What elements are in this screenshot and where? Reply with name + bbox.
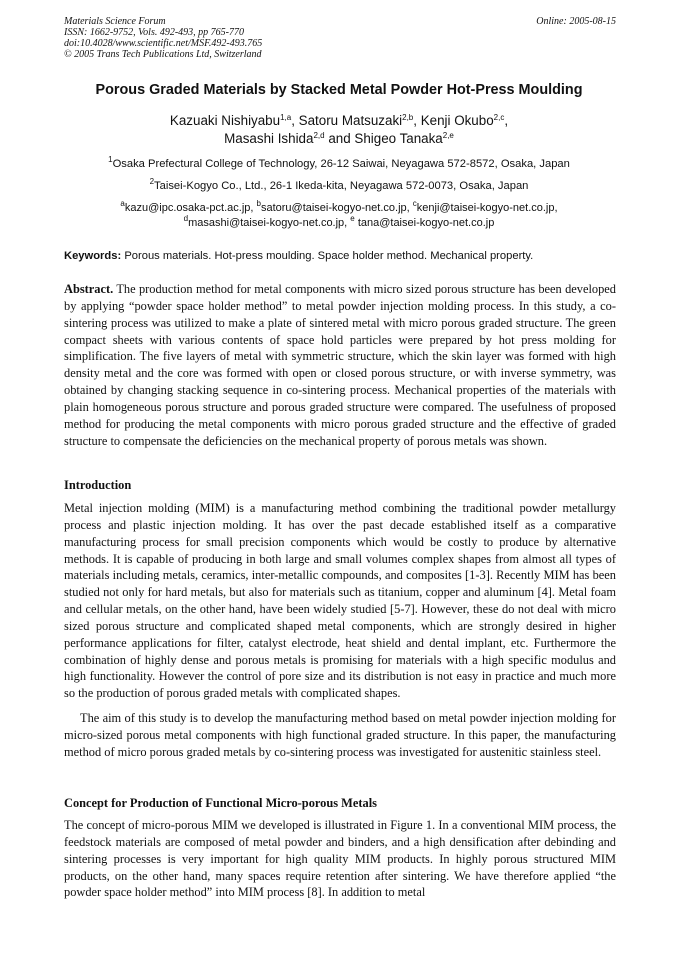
keywords-text: Porous materials. Hot-press moulding. Space holder method. Mechanical property.	[124, 250, 534, 262]
email-link[interactable]: kazu@ipc.osaka-pct.ac.jp,	[124, 202, 254, 214]
affiliation-text: Taisei-Kogyo Co., Ltd., 26-1 Ikeda-kita, Neyagawa 572-0073, Osaka, Japan	[154, 180, 529, 192]
affiliation-text: Osaka Prefectural College of Technology, 26-12 Saiwai, Neyagawa 572-8572, Osaka, Japan	[112, 158, 570, 170]
email-mark: c	[412, 199, 417, 208]
issn: ISSN: 1662-9752, Vols. 492-493, pp 765-770	[64, 27, 244, 38]
email-list	[40, 201, 638, 230]
email-mark: a	[120, 199, 125, 208]
email-link[interactable]: kenji@taisei-kogyo-net.co.jp,	[416, 202, 558, 214]
copyright: © 2005 Trans Tech Publications Ltd, Switzerland	[64, 49, 262, 60]
abstract-text: The production method for metal components with micro sized porous structure has been developed by applying “powder space holder method” to metal powder injection molding process. In this study, a co-sintering process was utilized to make a plate of sintered metal with micro porous graded structure. The green compact sheets with various contents of space hold particles were prepared by hot press molding for simplification. The five layers of metal with symmetric structure, which the skin layer was formed with high density metal and the core was formed with open or closed porous structure, or with inverse symmetry, was obtained by changing stacking sequence in co-sintering process. Mechanical properties of the materials with plain homogeneous porous structure and porous graded structure were compared. The usefulness of proposed method for producing the metal components with micro porous graded structure and the effective of graded structure to compensate the deficiencies on the mechanical property of porous metals was shown.	[64, 282, 616, 448]
introduction-paragraph-1: Metal injection molding (MIM) is a manufacturing method combining the traditional powder metallurgy process and plastic injection molding. It has over the past decade established itself as a comparative manufacturing process for small precision components which would be costly to produce by alternative methods. It is capable of producing in both large and small volumes complex shapes from almost all types of materials including metals, ceramics, inter-metallic compounds, and composites [1-3]. Recently MIM has been studied not only for hard metals, but also for materials such as titanium, copper and aluminum [4]. Metal foam and cellular metals, on the other hand, have been widely studied [5-7]. However, these do not deal with micro sized porous structure and complicated shaped metal components, which are strongly desired in higher performance applications for filter, catalyst electrode, heat shield and dental implant, etc. Furthermore the combination of highly dense and porous metals is promising for materials with a high specific modulus and high functionality. However the control of pore size and its distribution is not easy in practice and much more so the production of porous graded metals with complicated shapes.	[64, 501, 616, 701]
author-name: Masashi Ishida	[224, 131, 314, 146]
online-date: Online: 2005-08-15	[536, 16, 616, 27]
affiliation-1	[40, 157, 638, 171]
author-affiliation-mark: 2,d	[313, 131, 325, 140]
affiliation-mark: 1	[108, 155, 113, 164]
journal-header	[64, 16, 616, 60]
email-link[interactable]: satoru@taisei-kogyo-net.co.jp,	[260, 202, 410, 214]
introduction-paragraph-2: The aim of this study is to develop the manufacturing method based on metal powder injection molding for micro-sized porous metal components with high functional graded structure. In this paper, the manufacturing method of micro porous graded metals by co-sintering process was investigated for austenitic stainless steel.	[64, 711, 616, 759]
abstract-label: Abstract.	[64, 282, 114, 296]
paper-title: Porous Graded Materials by Stacked Metal Powder Hot-Press Moulding	[95, 82, 583, 98]
email-link[interactable]: masashi@taisei-kogyo-net.co.jp,	[188, 216, 348, 229]
concept-paragraph-1: The concept of micro-porous MIM we developed is illustrated in Figure 1. In a conventional MIM process, the feedstock materials are composed of metal powder and binders, and a high densification after debinding and sintering processes is very important for high quality MIM products. In highly porous structured MIM products, on the other hand, many spaces require retention after sintering. We have therefore applied “the powder space holder method” into MIM process [8]. In addition to metal	[64, 818, 616, 900]
abstract	[64, 281, 616, 449]
section-heading-introduction: Introduction	[64, 478, 132, 492]
author-affiliation-mark: 2,b	[402, 113, 414, 122]
email-mark: d	[183, 213, 189, 223]
author-affiliation-mark: 2,c	[493, 113, 505, 122]
author-name: Satoru Matsuzaki	[298, 113, 403, 128]
author-name: Shigeo Tanaka	[354, 131, 443, 146]
section-heading-concept: Concept for Production of Functional Micro-porous Metals	[64, 796, 377, 810]
author-name: Kazuaki Nishiyabu	[169, 113, 281, 128]
keywords	[64, 249, 616, 263]
email-mark: b	[256, 199, 261, 208]
journal-name: Materials Science Forum	[64, 16, 166, 27]
author-affiliation-mark: 1,a	[280, 113, 292, 122]
affiliation-mark: 2	[149, 177, 155, 186]
author-affiliation-mark: 2,e	[442, 131, 454, 140]
author-name: Kenji Okubo	[420, 113, 494, 128]
email-mark: e	[350, 213, 355, 223]
keywords-label: Keywords:	[64, 250, 122, 262]
author-conjunction: and	[328, 131, 351, 146]
email-link[interactable]: tana@taisei-kogyo-net.co.jp	[357, 216, 495, 229]
author-list: Kazuaki Nishiyabu$^{1,a}$, Satoru Matsuzaki$^{2,b}$, Kenji Okubo$^{2,c}$, Masashi Ishida$^{2,d}$ and Shigeo Tanaka$^{2,e}$	[169, 113, 509, 146]
doi: doi:10.4028/www.scientific.net/MSF.492-493.765	[64, 38, 263, 49]
affiliation-2	[40, 179, 638, 193]
